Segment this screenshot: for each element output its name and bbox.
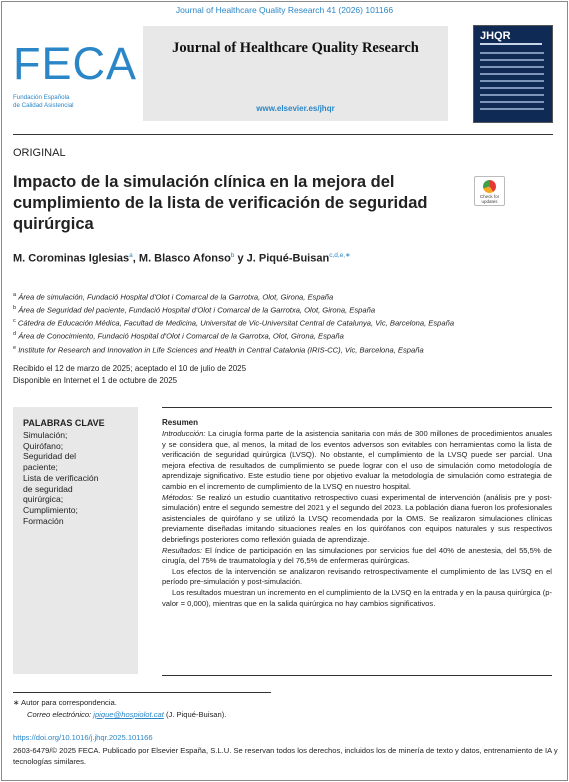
email-link[interactable]: jpique@hospiolot.cat (93, 709, 164, 719)
footnote (13, 697, 226, 720)
logo-text: FECA (13, 38, 138, 89)
affiliation: $^a$ Área de simulación, Fundació Hospital d'Olot i Comarcal de la Garrotxa, Olot, Girona, España (13, 292, 334, 302)
abstract-methods: Métodos: Se realizó un estudio cuantitativo retrospectivo cuasi experimental de intervención (análisis pre y post-simulación) entre el segundo semestre del 2021 y el segundo del 2023. La población diana fueron los profesionales asistenciales de quirófano y se utilizó la LVSQ recomendada por la OMS. Se realizaron simulaciones clínicas previamente diseñadas imitando situaciones reales en los quirófanos con equipos naturales y sus respectivos debriefings posteriores como reflexión guiada de aprendizaje. (162, 492, 552, 544)
keywords-list (23, 430, 98, 526)
keyword: Cumplimiento; (23, 504, 78, 515)
online-date: Disponible en Internet el 1 de octubre de 2025 (13, 375, 178, 385)
keyword: Quirófano; (23, 440, 64, 451)
check-updates-icon (483, 180, 496, 193)
journal-banner (143, 26, 448, 121)
copyright-notice: 2603-6479/© 2025 FECA. Publicado por Elsevier España, S.L.U. Se reservan todos los derechos, incluidos los de minería de texto y datos, entrenamiento de IA y tecnologías similares. (13, 746, 558, 766)
keywords-panel (13, 407, 138, 674)
keyword: paciente; (23, 462, 58, 473)
keyword: Lista de verificación (23, 472, 99, 483)
keyword: de seguridad (23, 483, 73, 494)
abstract-heading: Resumen (162, 418, 199, 427)
abstract-introduction: Introducción: La cirugía forma parte de la asistencia sanitaria con más de 300 millones de procedimientos anuales y se considera que, al menos, la mitad de los eventos adversos son evitables con herramientas como la lista de verificación de seguridad quirúrgica (LVSQ). No obstante, el cumplimiento de la LVSQ puede ser parcial. Una mejora efectiva de resultados de cumplimiento se puede lograr con el uso de simulación como metodología de aprendizaje significativo. Este estudio tiene por objetivo evaluar la metodología de simulación como estrategia de cambio en el incremento de cumplimiento de la LVSQ en nuestro hospital. (162, 429, 552, 491)
author-name: M. Blasco Afonso (138, 252, 231, 265)
keyword: Simulación; (23, 430, 68, 440)
check-updates-label: Check for updates (479, 194, 500, 204)
affiliation: $^e$ Institute for Research and Innovation in Life Sciences and Health in Central Catalonia (IRIS-CC), Vic, Barcelona, España (13, 344, 424, 355)
author-name: M. Corominas Iglesias (13, 252, 130, 265)
journal-url[interactable]: www.elsevier.es/jhqr (256, 104, 335, 113)
cover-decoration (480, 43, 542, 45)
author-list: M. Corominas Iglesias$^a$, M. Blasco Afonso$^b$ y J. Piqué-Buisan$^{c,d,e,∗}$ (13, 252, 351, 265)
received-date: Recibido el 12 de marzo de 2025; aceptado el 10 de julio de 2025 (13, 364, 247, 373)
author-affil-marker[interactable]: c,d,e,∗ (329, 252, 351, 259)
header-divider (13, 134, 553, 135)
logo-subtitle (13, 94, 74, 109)
affiliation: $^c$ Cátedra de Educación Médica, Facultad de Medicina, Universitat de Vic-Universitat Central de Catalunya, Vic, Barcelona, España (13, 318, 455, 328)
affiliation: $^b$ Área de Seguridad del paciente, Fundació Hospital d'Olot i Comarcal de la Garrotxa, Olot, Girona, España (13, 305, 376, 315)
doi-link[interactable]: https://doi.org/10.1016/j.jhqr.2025.101166 (13, 733, 153, 742)
keyword: Seguridad del (23, 451, 77, 462)
author-affil-marker[interactable]: b (230, 252, 235, 259)
abstract-paragraph: Los efectos de la intervención se analizaron revisando retrospectivamente el cumplimiento de las LVSQ en el período pre-simulación y post-simulación. (162, 566, 552, 587)
abstract-body (162, 429, 552, 609)
author-affil-marker[interactable]: a (129, 252, 133, 259)
feca-logo (13, 24, 140, 120)
cover-title: JHQR (480, 30, 511, 42)
author-name: J. Piqué-Buisan (246, 252, 330, 265)
abstract-section (162, 407, 552, 676)
check-for-updates-badge[interactable] (474, 176, 505, 206)
keyword: quirúrgica; (23, 494, 64, 505)
article-title: Impacto de la simulación clínica en la mejora del cumplimiento de la lista de verificación de seguridad quirúrgica (13, 173, 428, 233)
correspondence-note: ∗ Autor para correspondencia. (13, 698, 117, 707)
article-section: ORIGINAL (13, 147, 66, 159)
journal-title: Journal of Healthcare Quality Research (172, 40, 419, 56)
logo-subtitle-line: de Calidad Asistencial (13, 101, 74, 109)
footnote-divider (13, 692, 271, 693)
abstract-paragraph: Los resultados muestran un incremento en el cumplimiento de la LVSQ en la entrada y en la pausa quirúrgica (p-valor = 0,000), mientras que en la salida quirúrgica no hay cambios significativos. (162, 587, 552, 608)
logo-subtitle-line: Fundación Española (13, 94, 70, 101)
article-dates (13, 363, 246, 386)
keyword: Formación (23, 515, 64, 526)
email-line: Correo electrónico: jpique@hospiolot.cat (J. Piqué-Buisan). (27, 709, 227, 719)
affiliation-list (13, 290, 558, 356)
journal-cover-image (473, 25, 553, 123)
affiliation: $^d$ Área de Conocimiento, Fundació Hospital d'Olot i Comarcal de la Garrotxa, Olot, Girona, España (13, 331, 344, 341)
keywords-heading: PALABRAS CLAVE (23, 418, 105, 428)
abstract-results: Resultados: El índice de participación en las simulaciones por servicios fue del 40% de anestesia, del 55,5% de cirugía, del 75% de traumatología y del 76,5% de enfermeras quirúrgicas. (162, 545, 552, 566)
journal-reference[interactable]: Journal of Healthcare Quality Research 41 (2026) 101166 (175, 5, 394, 15)
cover-decoration (480, 52, 544, 115)
